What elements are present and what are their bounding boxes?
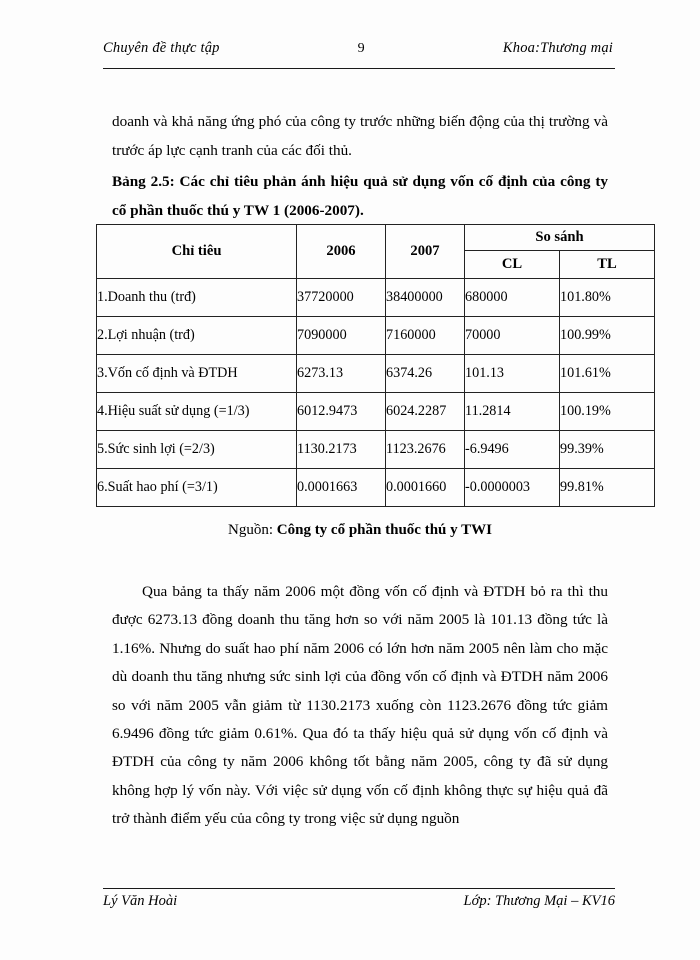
cell-2007: 38400000 xyxy=(386,279,465,317)
cell-indicator-name: 5.Sức sinh lợi (=2/3) xyxy=(97,431,297,469)
table-row xyxy=(97,317,655,355)
footer-divider-rule xyxy=(103,888,615,889)
cell-tl: 99.39% xyxy=(560,431,655,469)
cell-tl: 100.19% xyxy=(560,393,655,431)
cell-indicator-name: 2.Lợi nhuận (trđ) xyxy=(97,317,297,355)
intro-paragraph: doanh và khả năng ứng phó của công ty trước những biến động của thị trường và trước áp lực cạnh tranh của các đối thủ. xyxy=(112,113,608,159)
page-number: 9 xyxy=(357,41,365,56)
cell-cl: 680000 xyxy=(465,279,560,317)
indicators-table xyxy=(96,224,655,507)
footer-left-text: Lý Văn Hoài xyxy=(103,893,178,909)
cell-indicator-name: 6.Suất hao phí (=3/1) xyxy=(97,469,297,507)
cell-2006: 6012.9473 xyxy=(297,393,386,431)
source-value: Công ty cổ phần thuốc thú y TWI xyxy=(276,522,492,538)
cell-2007: 1123.2676 xyxy=(386,431,465,469)
column-group-header-so-sanh: So sánh xyxy=(465,225,655,251)
cell-cl: 11.2814 xyxy=(465,393,560,431)
cell-2007: 6024.2287 xyxy=(386,393,465,431)
cell-2006: 7090000 xyxy=(297,317,386,355)
table-container xyxy=(96,224,655,507)
cell-2007: 7160000 xyxy=(386,317,465,355)
cell-tl: 100.99% xyxy=(560,317,655,355)
cell-tl: 101.61% xyxy=(560,355,655,393)
running-footer xyxy=(103,893,615,910)
cell-2007: 0.0001660 xyxy=(386,469,465,507)
column-header-2006: 2006 xyxy=(297,225,386,279)
table-source-caption xyxy=(112,522,608,539)
header-divider-rule xyxy=(103,68,615,69)
cell-2006: 1130.2173 xyxy=(297,431,386,469)
cell-cl: -0.0000003 xyxy=(465,469,560,507)
table-row xyxy=(97,279,655,317)
cell-cl: 70000 xyxy=(465,317,560,355)
cell-indicator-name: 3.Vốn cố định và ĐTDH xyxy=(97,355,297,393)
column-header-2007: 2007 xyxy=(386,225,465,279)
header-left-text: Chuyên đề thực tập xyxy=(103,40,220,56)
cell-2006: 6273.13 xyxy=(297,355,386,393)
footer-right-text: Lớp: Thương Mại – KV16 xyxy=(463,893,615,909)
cell-2006: 0.0001663 xyxy=(297,469,386,507)
discussion-paragraph: Qua bảng ta thấy năm 2006 một đồng vốn cố định và ĐTDH bỏ ra thì thu được 6273.13 đồng doanh thu tăng hơn so với năm 2005 là 101.13 đồng tức là 1.16%. Nhưng do suất hao phí năm 2006 có lớn hơn năm 2005 nên làm cho mặc dù doanh thu tăng nhưng sức sinh lợi của đồng vốn cố định và ĐTDH năm 2006 so với năm 2005 vẫn giảm từ 1130.2173 xuống còn 1123.2676 đồng tức giảm 6.9496 đồng tức giảm 0.61%. Qua đó ta thấy hiệu quả sử dụng vốn cố định và ĐTDH của công ty năm 2006 không tốt bằng năm 2005, công ty đã sử dụng không hợp lý vốn này. Với việc sử dụng vốn cố định không thực sự hiệu quả đã trở thành điểm yếu của công ty trong việc sử dụng nguồn xyxy=(112,583,608,828)
cell-cl: 101.13 xyxy=(465,355,560,393)
running-header xyxy=(103,40,613,66)
table-header-row-top xyxy=(97,225,655,251)
cell-tl: 99.81% xyxy=(560,469,655,507)
table-row xyxy=(97,393,655,431)
column-header-chi-tieu: Chỉ tiêu xyxy=(97,225,297,279)
discussion-block xyxy=(112,578,608,834)
cell-indicator-name: 1.Doanh thu (trđ) xyxy=(97,279,297,317)
table-row xyxy=(97,431,655,469)
table-head xyxy=(97,225,655,279)
header-right-text: Khoa:Thương mại xyxy=(502,40,613,56)
column-header-cl: CL xyxy=(465,251,560,279)
cell-indicator-name: 4.Hiệu suất sử dụng (=1/3) xyxy=(97,393,297,431)
cell-tl: 101.80% xyxy=(560,279,655,317)
cell-2006: 37720000 xyxy=(297,279,386,317)
source-label: Nguồn: xyxy=(228,522,274,538)
cell-cl: -6.9496 xyxy=(465,431,560,469)
table-title: Bảng 2.5: Các chỉ tiêu phản ánh hiệu quả sử dụng vốn cố định của công ty cổ phần thuốc thú y TW 1 (2006-2007). xyxy=(112,173,608,219)
column-header-tl: TL xyxy=(560,251,655,279)
table-row xyxy=(97,469,655,507)
table-body xyxy=(97,279,655,507)
intro-block xyxy=(112,108,608,225)
table-row xyxy=(97,355,655,393)
cell-2007: 6374.26 xyxy=(386,355,465,393)
